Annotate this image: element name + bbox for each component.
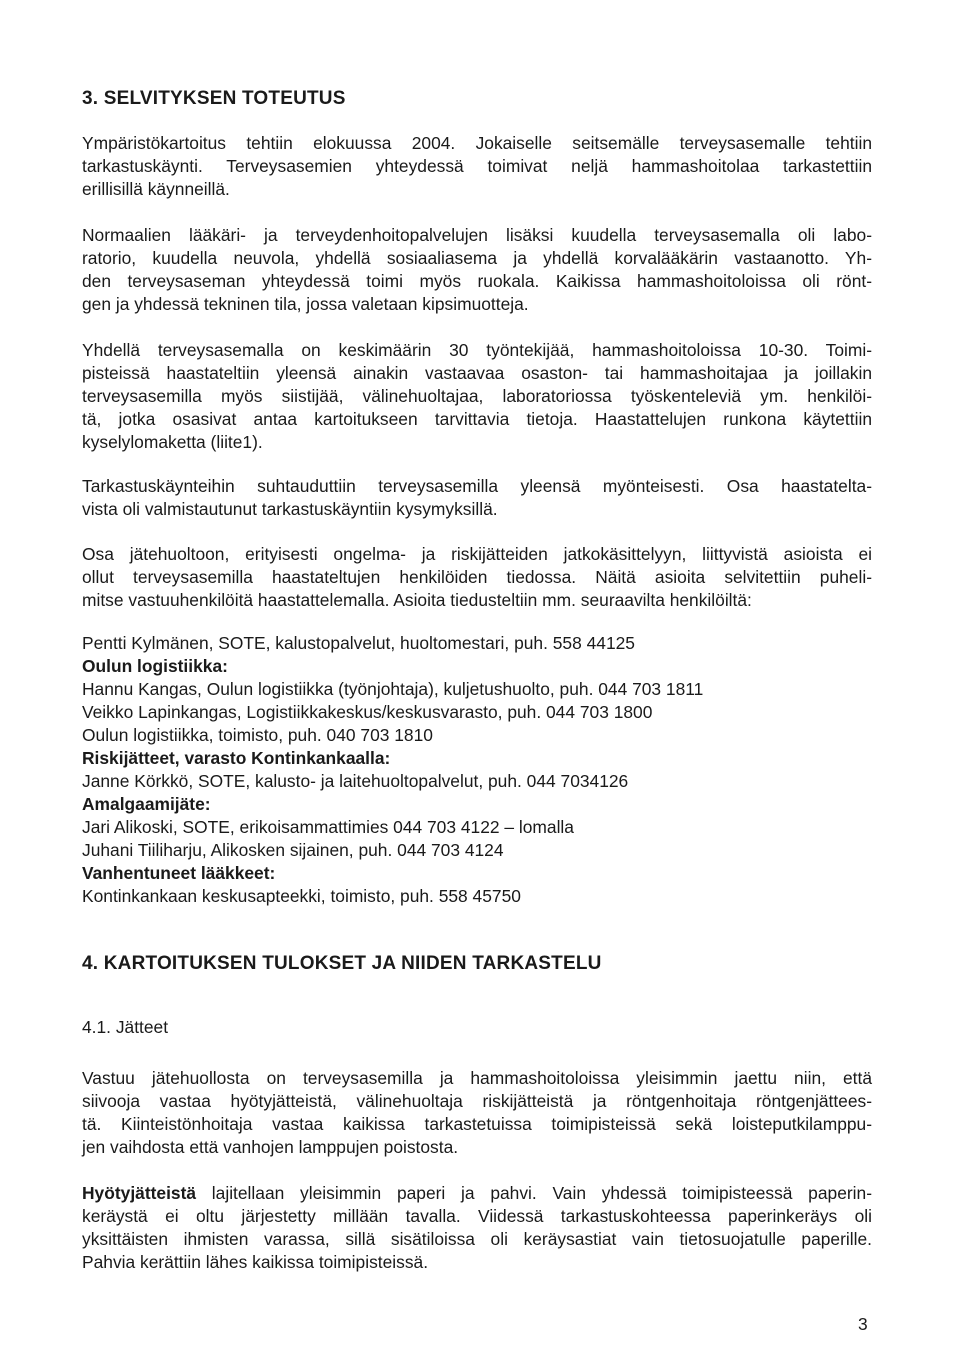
text-line: ratorio, kuudella neuvola, yhdellä sosiaaliasema ja yhdellä korvalääkärin vastaanotto. Yh- [82, 248, 872, 268]
text-line: ollut terveysasemilla haastateltujen henkilöiden tiedossa. Näitä asioita selvitettiin puheli- [82, 567, 872, 587]
text-line: Yhdellä terveysasemalla on keskimäärin 30 työntekijää, hammashoitoloissa 10-30. Toimi- [82, 340, 872, 360]
contact-line: Jari Alikoski, SOTE, erikoisammattimies 044 703 4122 – lomalla [82, 817, 574, 837]
text-line: siivooja vastaa hyötyjätteistä, välinehuoltaja riskijätteistä ja röntgenhoitaja röntgenjättees- [82, 1091, 872, 1111]
text-line: gen ja yhdessä tekninen tila, jossa valetaan kipsimuotteja. [82, 294, 529, 314]
text-line: tarkastuskäynti. Terveysasemien yhteydessä toimivat neljä hammashoitolaa tarkastettiin [82, 156, 872, 176]
contact-group-heading: Amalgaamijäte: [82, 794, 211, 814]
text-line: terveysasemilla myös siistijää, välinehuoltajaa, laboratoriossa työskenteleviä ym. henkilöi- [82, 386, 872, 406]
text-line: den terveysaseman yhteydessä toimi myös ruokala. Kaikissa hammashoitoloissa oli rönt- [82, 271, 872, 291]
text-run: lajitellaan yleisimmin paperi ja pahvi. Vain yhdessä toimipisteessä paperin- [196, 1183, 872, 1203]
section-4-heading: 4. KARTOITUKSEN TULOKSET JA NIIDEN TARKASTELU [82, 953, 602, 974]
contact-group-heading: Riskijätteet, varasto Kontinkankaalla: [82, 748, 391, 768]
paragraph-staff [82, 339, 872, 454]
bold-term: Hyötyjätteistä [82, 1183, 197, 1203]
contact-line: Oulun logistiikka, toimisto, puh. 040 703 1810 [82, 725, 433, 745]
contact-line: Hannu Kangas, Oulun logistiikka (työnjohtaja), kuljetushuolto, puh. 044 703 1811 [82, 679, 704, 699]
paragraph-survey-intro [82, 132, 872, 201]
text-line: erillisillä käynneillä. [82, 179, 230, 199]
text-line: pisteissä haastateltiin yleensä ainakin vastaavaa osaston- tai hammashoitajaa ja joillakin [82, 363, 872, 383]
text-line: Tarkastuskäynteihin suhtauduttiin terveysasemilla yleensä myönteisesti. Osa haastatelta- [82, 476, 872, 496]
text-line: Normaalien lääkäri- ja terveydenhoitopalvelujen lisäksi kuudella terveysasemalla oli labo- [82, 225, 872, 245]
paragraph-attitude [82, 475, 872, 521]
text-line: keräystä ei oltu järjestetty millään tavalla. Viidessä tarkastuskohteessa paperinkeräys oli [82, 1206, 872, 1226]
page-number: 3 [858, 1314, 868, 1334]
contact-line: Juhani Tiiliharju, Alikosken sijainen, puh. 044 703 4124 [82, 840, 504, 860]
contact-list [82, 632, 872, 908]
paragraph-recyclables [82, 1182, 872, 1274]
contact-line: Kontinkankaan keskusapteekki, toimisto, puh. 558 45750 [82, 886, 521, 906]
section-4-1-heading: 4.1. Jätteet [82, 1017, 169, 1037]
contact-line: Pentti Kylmänen, SOTE, kalustopalvelut, huoltomestari, puh. 558 44125 [82, 633, 635, 653]
text-line: Pahvia kerättiin lähes kaikissa toimipisteissä. [82, 1252, 429, 1272]
paragraph-waste-inquiry [82, 543, 872, 612]
paragraph-waste-responsibility [82, 1067, 872, 1159]
text-line: mitse vastuuhenkilöitä haastattelemalla. Asioita tiedusteltiin mm. seuraavilta henkilöiltä: [82, 590, 752, 610]
text-line: Ympäristökartoitus tehtiin elokuussa 2004. Jokaiselle seitsemälle terveysasemalle tehtiin [82, 133, 872, 153]
text-line: vista oli valmistautunut tarkastuskäyntiin kysymyksillä. [82, 499, 498, 519]
text-line: jen vaihdosta että vanhojen lamppujen poistosta. [82, 1137, 459, 1157]
paragraph-services [82, 224, 872, 316]
contact-line: Janne Körkkö, SOTE, kalusto- ja laitehuoltopalvelut, puh. 044 7034126 [82, 771, 629, 791]
section-3-heading: 3. SELVITYKSEN TOTEUTUS [82, 88, 346, 109]
text-line: yksittäisten ihmisten varassa, sillä sisätiloissa oli keräysastiat vain tietosuojatulle paperille. [82, 1229, 872, 1249]
contact-line: Veikko Lapinkangas, Logistiikkakeskus/keskusvarasto, puh. 044 703 1800 [82, 702, 653, 722]
text-line: tä. Kiinteistönhoitaja vastaa kaikissa tarkastetuissa toimipisteissä sekä loisteputkilamppu- [82, 1114, 872, 1134]
text-line: tä, jotka osasivat antaa kartoitukseen tarvittavia tietoja. Haastattelujen runkona käytettiin [82, 409, 872, 429]
contact-group-heading: Vanhentuneet lääkkeet: [82, 863, 276, 883]
text-line: kyselylomaketta (liite1). [82, 432, 263, 452]
text-line: Vastuu jätehuollosta on terveysasemilla ja hammashoitoloissa yleisimmin jaettu niin, että [82, 1068, 872, 1088]
text-line: Osa jätehuoltoon, erityisesti ongelma- ja riskijätteiden jatkokäsittelyyn, liittyvistä asioista ei [82, 544, 872, 564]
text-line [82, 1182, 872, 1205]
contact-group-heading: Oulun logistiikka: [82, 656, 228, 676]
